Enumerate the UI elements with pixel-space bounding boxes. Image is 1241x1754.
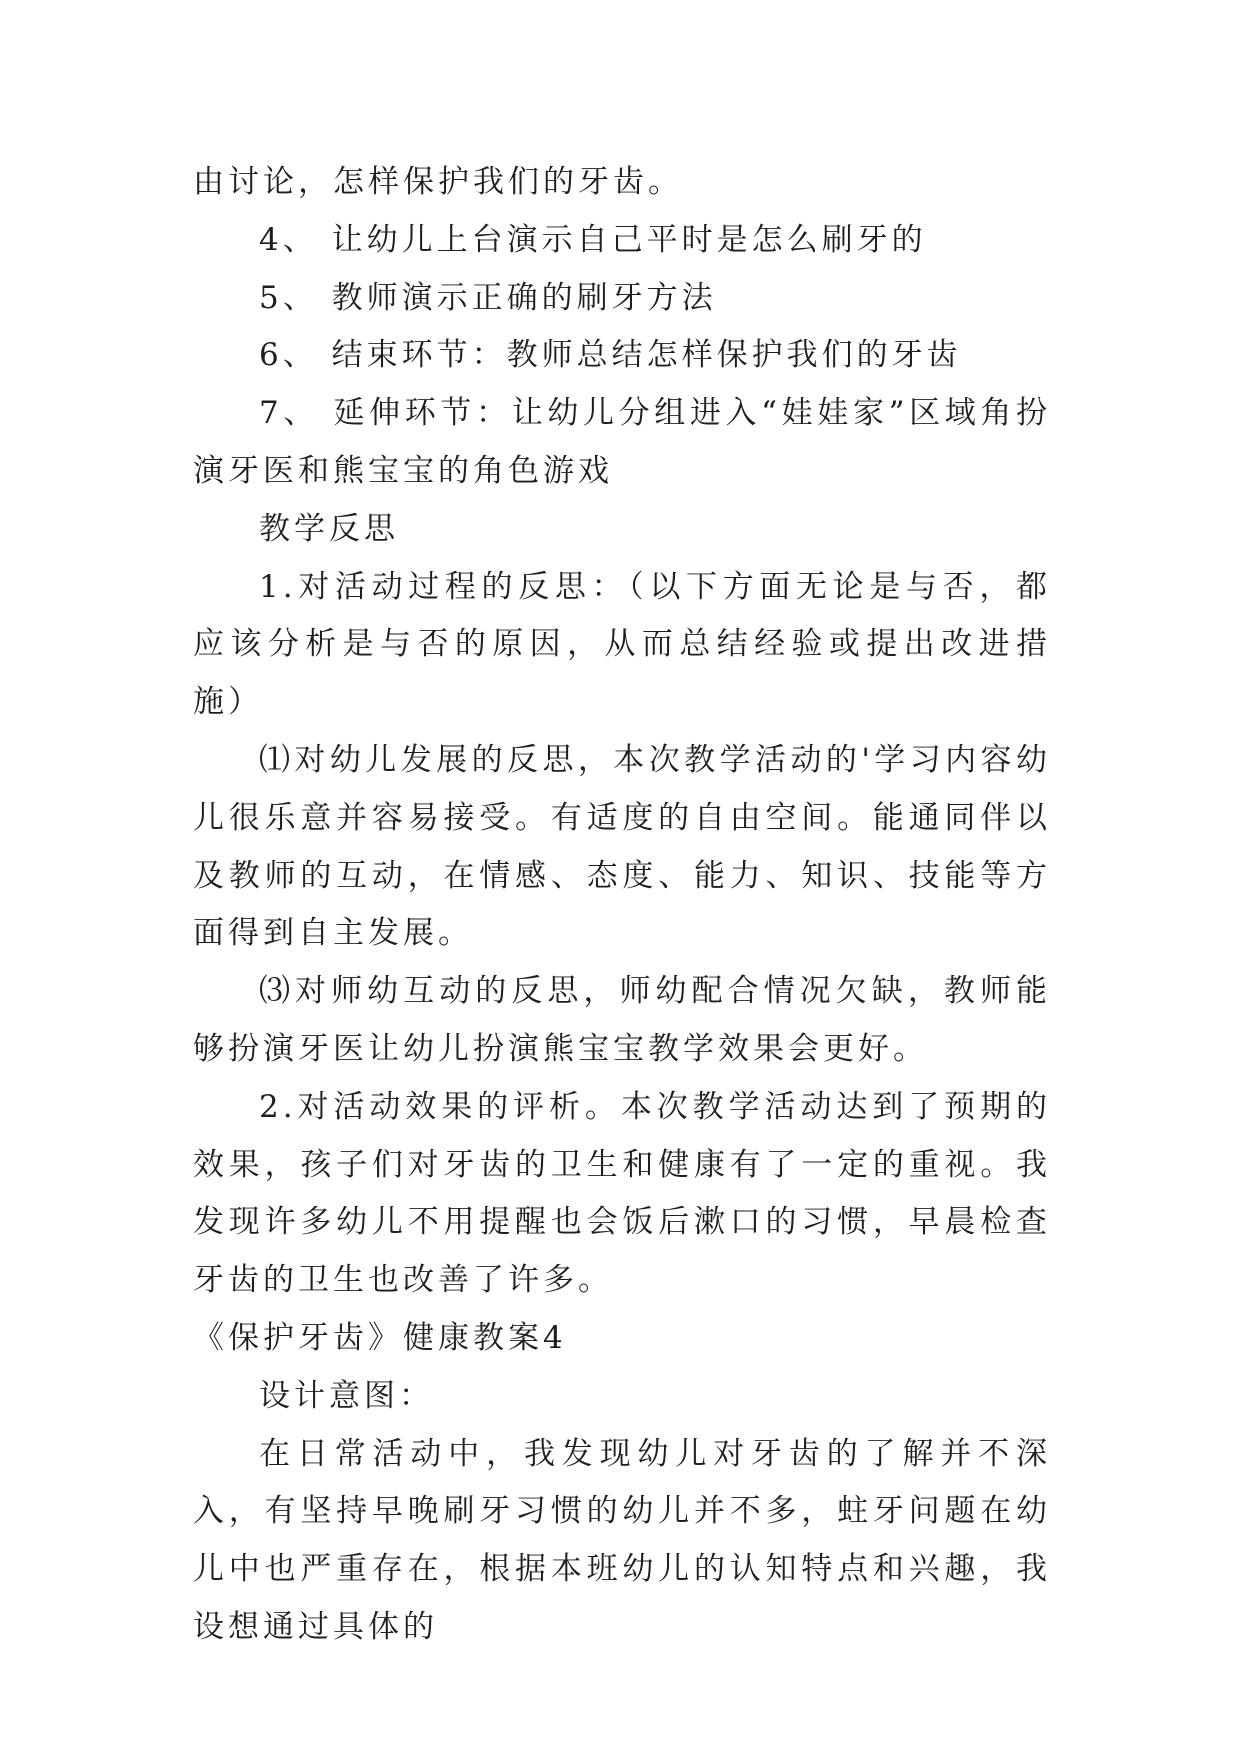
paragraph-continuation: 由讨论，怎样保护我们的牙齿。 <box>193 164 683 200</box>
step-7: 7、 延伸环节：让幼儿分组进入“娃娃家”区域角扮演牙医和熊宝宝的角色游戏 <box>193 395 1051 489</box>
reflection-paragraph-1: 1.对活动过程的反思：（以下方面无论是与否，都应该分析是与否的原因，从而总结经验或提出改进措施） <box>193 568 1051 721</box>
design-intent-heading: 设计意图： <box>259 1377 434 1414</box>
reflection-paragraph-2: ⑴对幼儿发展的反思，本次教学活动的'学习内容幼儿很乐意并容易接受。有适度的自由空间。能通同伴以及教师的互动，在情感、态度、能力、知识、技能等方面得到自主发展。 <box>193 741 1051 952</box>
design-intent-paragraph: 在日常活动中，我发现幼儿对牙齿的了解并不深入，有坚持早晚刷牙习惯的幼儿并不多，蛀牙问题在幼儿中也严重存在，根据本班幼儿的认知特点和兴趣，我设想通过具体的 <box>193 1435 1051 1645</box>
step-6: 6、 结束环节：教师总结怎样保护我们的牙齿 <box>259 337 962 374</box>
lesson-title: 《保护牙齿》健康教案4 <box>193 1319 567 1356</box>
reflection-paragraph-3: ⑶对师幼互动的反思，师幼配合情况欠缺，教师能够扮演牙医让幼儿扮演熊宝宝教学效果会更好。 <box>193 973 1051 1067</box>
section-heading-reflection: 教学反思 <box>259 510 399 547</box>
step-4: 4、 让幼儿上台演示自己平时是怎么刷牙的 <box>259 221 927 258</box>
reflection-paragraph-4: 2.对活动效果的评析。本次教学活动达到了预期的效果，孩子们对牙齿的卫生和健康有了一定的重视。我发现许多幼儿不用提醒也会饭后漱口的习惯，早晨检查牙齿的卫生也改善了许多。 <box>193 1088 1051 1299</box>
document-body <box>193 154 1051 1657</box>
step-5: 5、 教师演示正确的刷牙方法 <box>259 279 717 316</box>
